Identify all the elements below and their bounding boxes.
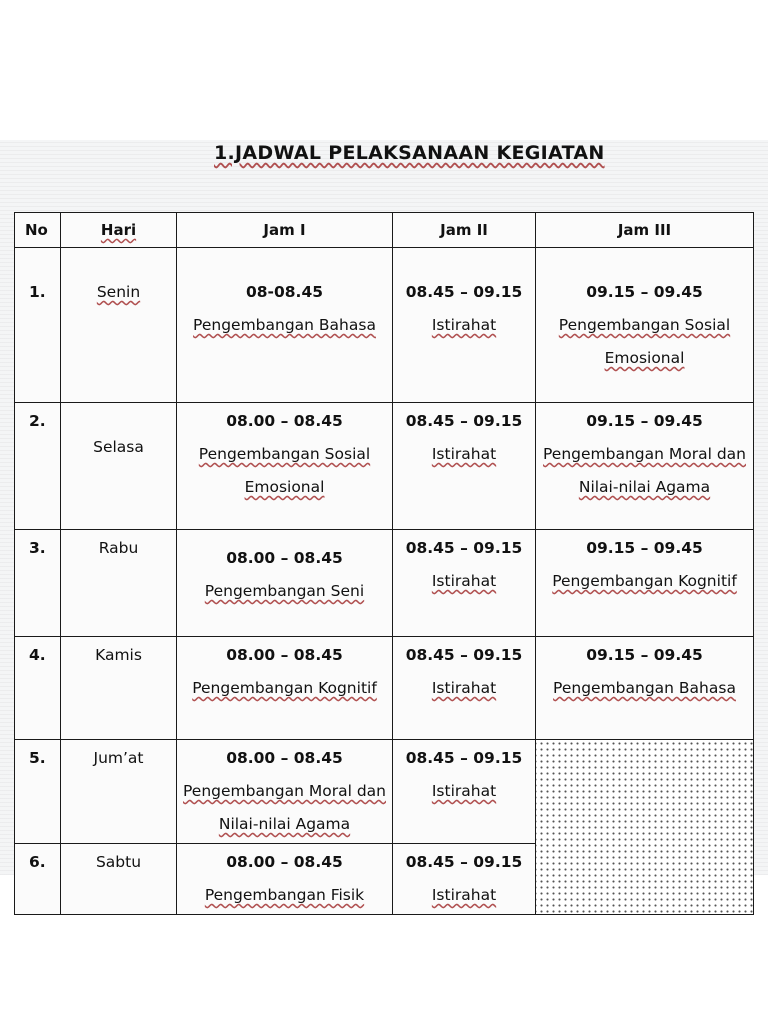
- jam2-time: 08.45 – 09.15: [405, 283, 523, 301]
- header-jam1: Jam I: [177, 213, 393, 248]
- row-day: Jum’at: [61, 740, 177, 844]
- jam2-time: 08.45 – 09.15: [405, 539, 523, 557]
- jam2-time: 08.45 – 09.15: [405, 853, 523, 871]
- jam1-cell: [177, 844, 393, 915]
- jam1-time: 08.00 – 08.45: [226, 853, 343, 871]
- header-hari: Hari: [61, 213, 177, 248]
- jam2-cell: [393, 530, 536, 637]
- header-jam3: Jam III: [536, 213, 754, 248]
- row-number: 3.: [15, 530, 61, 637]
- jam1-activity: Pengembangan Moral dan Nilai-nilai Agama: [183, 782, 386, 833]
- table-row: [15, 248, 754, 403]
- jam1-activity: Pengembangan Seni: [204, 582, 365, 600]
- row-number: 6.: [15, 844, 61, 915]
- jam3-activity: Pengembangan Sosial Emosional: [558, 316, 731, 367]
- table-row: [15, 403, 754, 530]
- jam1-activity: Pengembangan Bahasa: [193, 316, 376, 334]
- header-no: No: [15, 213, 61, 248]
- jam1-time: 08.00 – 08.45: [226, 412, 343, 430]
- jam2-time: 08.45 – 09.15: [405, 412, 523, 430]
- jam3-cell: [536, 530, 754, 637]
- schedule-table: [14, 212, 754, 915]
- table-row: [15, 530, 754, 637]
- jam1-time: 08.00 – 08.45: [226, 749, 343, 767]
- jam1-time: 08-08.45: [245, 283, 324, 301]
- document-title: 1.JADWAL PELAKSANAAN KEGIATAN: [214, 142, 605, 164]
- jam1-cell: [177, 248, 393, 403]
- jam3-empty-dotted-cell: [536, 740, 754, 915]
- jam2-activity: Istirahat: [431, 572, 497, 590]
- row-day: Senin: [61, 248, 177, 403]
- jam2-cell: [393, 740, 536, 844]
- jam2-activity: Istirahat: [431, 445, 497, 463]
- jam3-time: 09.15 – 09.45: [586, 539, 703, 557]
- row-number: 2.: [15, 403, 61, 530]
- row-day: Kamis: [61, 637, 177, 740]
- jam2-cell: [393, 637, 536, 740]
- jam1-time: 08.00 – 08.45: [226, 549, 343, 567]
- jam1-cell: [177, 740, 393, 844]
- jam1-cell: [177, 403, 393, 530]
- jam3-time: 09.15 – 09.45: [586, 412, 703, 430]
- jam1-activity: Pengembangan Kognitif: [192, 679, 377, 697]
- row-number: 5.: [15, 740, 61, 844]
- jam3-activity: Pengembangan Moral dan Nilai-nilai Agama: [543, 445, 746, 496]
- jam3-cell: [536, 248, 754, 403]
- jam1-activity: Pengembangan Sosial Emosional: [198, 445, 371, 496]
- jam1-time: 08.00 – 08.45: [226, 646, 343, 664]
- jam2-cell: [393, 403, 536, 530]
- row-number: 4.: [15, 637, 61, 740]
- jam3-cell: [536, 403, 754, 530]
- jam1-activity: Pengembangan Fisik: [204, 886, 365, 904]
- row-day: Sabtu: [61, 844, 177, 915]
- jam3-cell: [536, 637, 754, 740]
- jam2-cell: [393, 248, 536, 403]
- row-number: 1.: [15, 248, 61, 403]
- jam2-activity: Istirahat: [431, 316, 497, 334]
- jam1-cell: [177, 530, 393, 637]
- header-jam2: Jam II: [393, 213, 536, 248]
- jam2-time: 08.45 – 09.15: [405, 749, 523, 767]
- jam3-time: 09.15 – 09.45: [586, 646, 703, 664]
- jam3-activity: Pengembangan Kognitif: [552, 572, 737, 590]
- jam2-activity: Istirahat: [431, 886, 497, 904]
- table-row: [15, 740, 754, 844]
- table-header-row: [15, 213, 754, 248]
- table-row: [15, 637, 754, 740]
- row-day: Selasa: [61, 403, 177, 530]
- row-day: Rabu: [61, 530, 177, 637]
- jam2-activity: Istirahat: [431, 782, 497, 800]
- jam1-cell: [177, 637, 393, 740]
- jam2-activity: Istirahat: [431, 679, 497, 697]
- jam3-time: 09.15 – 09.45: [586, 283, 703, 301]
- jam3-activity: Pengembangan Bahasa: [553, 679, 736, 697]
- jam2-cell: [393, 844, 536, 915]
- jam2-time: 08.45 – 09.15: [405, 646, 523, 664]
